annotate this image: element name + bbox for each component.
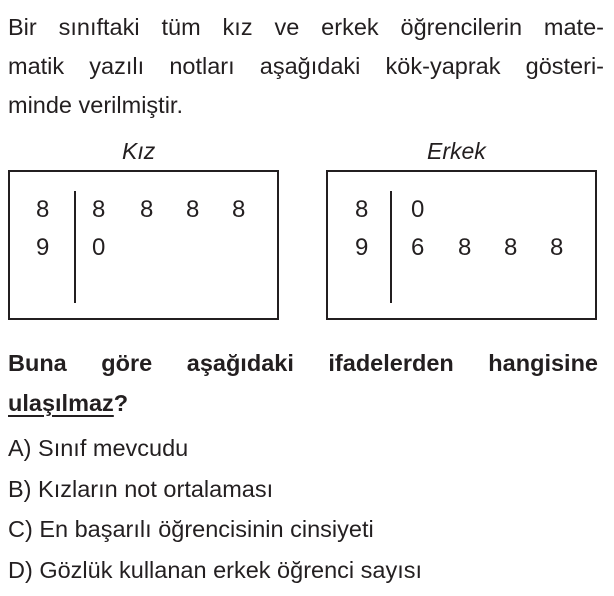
erkek-leaf: 8	[550, 234, 564, 261]
kiz-leaf: 8	[92, 196, 106, 223]
erkek-leaf: 0	[411, 196, 425, 223]
intro-line-2: matik yazılı notları aşağıdaki kök-yaprak gösteri-	[8, 53, 604, 79]
erkek-stem: 8	[355, 196, 369, 223]
erkek-leaf: 8	[458, 234, 472, 261]
question-line-1: Buna göre aşağıdaki ifadelerden hangisine	[8, 350, 598, 376]
kiz-leaf: 8	[232, 196, 246, 223]
erkek-leaf: 6	[411, 234, 425, 261]
erkek-plot-title: Erkek	[427, 138, 486, 164]
kiz-leaf: 8	[140, 196, 154, 223]
erkek-leaf: 8	[504, 234, 518, 261]
erkek-stem: 9	[355, 234, 369, 261]
erkek-stem-leaf-plot	[326, 170, 597, 320]
question-mark: ?	[113, 390, 129, 416]
option-d[interactable]: D) Gözlük kullanan erkek öğrenci sayısı	[8, 557, 423, 583]
kiz-plot-title: Kız	[122, 138, 156, 164]
erkek-stem-divider	[390, 191, 392, 303]
kiz-stem: 9	[36, 234, 50, 261]
kiz-stem: 8	[36, 196, 50, 223]
kiz-stem-leaf-plot	[8, 170, 279, 320]
intro-paragraph	[8, 8, 604, 125]
kiz-leaf: 8	[186, 196, 200, 223]
option-c[interactable]: C) En başarılı öğrencisinin cinsiyeti	[8, 516, 374, 542]
intro-line-1: Bir sınıftaki tüm kız ve erkek öğrencilerin mate-	[8, 14, 604, 40]
question-underlined-word: ulaşılmaz	[8, 390, 114, 416]
question-line-2	[8, 390, 128, 416]
intro-line-3: minde verilmiştir.	[8, 92, 183, 118]
kiz-leaf: 0	[92, 234, 106, 261]
question-text	[8, 343, 598, 423]
kiz-stem-divider	[74, 191, 76, 303]
option-a[interactable]: A) Sınıf mevcudu	[8, 435, 189, 461]
option-b[interactable]: B) Kızların not ortalaması	[8, 476, 274, 502]
